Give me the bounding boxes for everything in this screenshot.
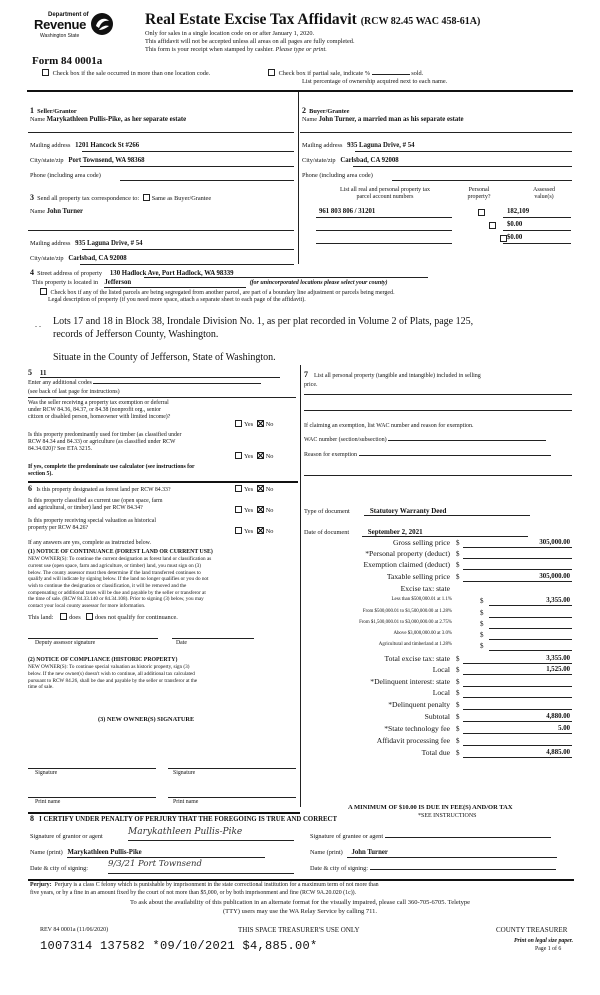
assessor-date-label: Date xyxy=(176,640,187,646)
tax-row-label: Subtotal xyxy=(424,712,450,721)
location-code-field[interactable]: 11 xyxy=(40,369,280,378)
column-divider xyxy=(298,92,299,264)
q-historic-yes[interactable] xyxy=(235,527,242,534)
wac-row: WAC number (section/subsection) xyxy=(304,437,546,444)
minimum-fee-note: A MINIMUM OF $10.00 IS DUE IN FEE(S) AND/OR TAX xyxy=(348,804,513,811)
additional-codes-field[interactable] xyxy=(93,383,261,384)
line xyxy=(80,166,294,167)
reason-line-2[interactable] xyxy=(304,475,572,476)
q-current-use-answer: Yes No xyxy=(233,506,273,514)
personal-header: Personal property? xyxy=(467,187,491,200)
line xyxy=(392,180,572,181)
grantee-date-row: Date & city of signing: xyxy=(310,865,556,872)
q-current-use: Is this property classified as current use (open space, farm and agricultural, or timber) land per RCW 84.34? xyxy=(28,498,163,512)
land-does-not-checkbox[interactable] xyxy=(86,613,93,620)
tax-row-value[interactable] xyxy=(463,701,572,710)
doc-date-field[interactable]: September 2, 2021 xyxy=(362,528,528,537)
tax-row-value[interactable] xyxy=(463,689,572,698)
treasurer-only: THIS SPACE TREASURER'S USE ONLY xyxy=(238,926,360,934)
grantee-print-row: Name (print) John Turner xyxy=(310,849,557,858)
dollar-sign: $ xyxy=(456,713,460,721)
header-note-3: This form is your receipt when stamped by cashier. Please type or print. xyxy=(145,46,327,53)
q-historic: Is this property receiving special valuation as historical property per RCW 84.26? xyxy=(28,518,156,532)
assessed-header: Assessed value(s) xyxy=(533,187,555,200)
partial-sale-check: Check box if partial sale, indicate % sold. xyxy=(266,69,423,77)
segregated-checkbox[interactable] xyxy=(40,288,47,295)
county-treasurer: COUNTY TREASURER xyxy=(496,926,568,934)
partial-sale-note: List percentage of ownership acquired next to each name. xyxy=(302,78,448,85)
personal-property-checkbox[interactable] xyxy=(478,209,485,216)
certify-heading: 8 I CERTIFY UNDER PENALTY OF PERJURY THAT THE FOREGOING IS TRUE AND CORRECT xyxy=(30,814,337,823)
grantor-print-field[interactable]: Marykathleen Pullis-Pike xyxy=(67,849,265,858)
tax-row-value[interactable]: 3,355.00 xyxy=(489,597,572,606)
partial-sale-checkbox[interactable] xyxy=(268,69,275,76)
dollar-sign: $ xyxy=(480,642,484,650)
q-forest-answer: Yes No xyxy=(233,485,273,493)
revision: REV 84 0001a (11/06/2020) xyxy=(40,927,109,933)
tax-row-label: *Personal property (deduct) xyxy=(365,549,450,558)
dollar-sign: $ xyxy=(456,725,460,733)
personal-property-label: 7 List all personal property (tangible and intangible) included in selling price. xyxy=(304,370,481,388)
line xyxy=(144,277,428,278)
land-does-checkbox[interactable] xyxy=(60,613,67,620)
seller-mail-row: Mailing address 1201 Hancock St #266 xyxy=(30,142,140,149)
correspondence-name-field[interactable]: John Turner xyxy=(46,208,84,215)
tax-row-value[interactable]: 4,880.00 xyxy=(463,713,572,722)
tax-row-value[interactable]: 4,885.00 xyxy=(463,749,572,758)
dollar-sign: $ xyxy=(456,749,460,757)
dollar-sign: $ xyxy=(456,561,460,569)
dollar-sign: $ xyxy=(456,573,460,581)
tax-row-label: From $1,500,000.01 to $3,000,000.00 at 2.75% xyxy=(359,620,452,625)
legal-bullet: . . xyxy=(35,320,41,329)
correspondence-mail-row: Mailing address 935 Laguna Drive, # 54 xyxy=(30,240,143,247)
section-5-code: 5 11 xyxy=(28,368,280,378)
tax-row-label: Taxable selling price xyxy=(386,572,450,581)
reason-field[interactable] xyxy=(359,455,551,456)
dollar-sign: $ xyxy=(480,609,484,617)
doc-date-row: Date of document September 2, 2021 xyxy=(304,528,528,537)
dollar-sign: $ xyxy=(456,701,460,709)
form-number: Form 84 0001a xyxy=(32,55,103,67)
grantee-signature-row: Signature of grantee or agent xyxy=(310,833,551,840)
accessibility-text: To ask about the availability of this publication in an alternate format for the visually impaired, please call 360-705-6705. Teletype (TTY) users may use the WA Relay Service by calling 711. xyxy=(130,899,470,915)
notice-compliance: (2) NOTICE OF COMPLIANCE (HISTORIC PROPERTY) NEW OWNER(S): To continue special valuation as historic property, sign (3) below. If the new owner(s) doesn't wish to continue, all additional tax calculated pursuant to RCW 84.26, shall be due and payable by the seller or transferor at the time of sale. xyxy=(28,657,198,691)
tax-row-label: *Delinquent interest: state xyxy=(370,677,450,686)
parcel-number-field[interactable] xyxy=(316,221,452,231)
located-row: This property is located in Jefferson (for unincorporated locations please select your county) xyxy=(32,279,388,286)
header-note-2: This affidavit will not be accepted unless all areas on all pages are fully completed. xyxy=(145,38,355,45)
tax-row-label: Local xyxy=(432,665,450,674)
line xyxy=(120,180,294,181)
line xyxy=(82,151,294,152)
page-number: Page 1 of 6 xyxy=(535,946,562,952)
tax-row-value[interactable] xyxy=(489,609,572,618)
tax-row-label: Exemption claimed (deduct) xyxy=(363,560,450,569)
tax-row-label: Agricultural and timberland at 1.28% xyxy=(378,642,452,647)
grantor-signature-row: Signature of grantor or agent xyxy=(30,833,103,840)
tax-row-value[interactable]: 5.00 xyxy=(463,725,572,734)
q-exemption-no[interactable] xyxy=(257,420,264,427)
owner-signature-line-2[interactable] xyxy=(168,768,296,769)
assessor-date-line[interactable] xyxy=(172,638,254,639)
dept-revenue: Revenue xyxy=(34,17,87,32)
dollar-sign: $ xyxy=(456,737,460,745)
dollar-sign: $ xyxy=(456,550,460,558)
q-historic-no[interactable] xyxy=(257,527,264,534)
seller-name-field[interactable]: Marykathleen Pullis-Pike, as her separate estate xyxy=(46,116,187,123)
multi-location-checkbox[interactable] xyxy=(42,69,49,76)
line xyxy=(82,249,294,250)
reason-row: Reason for exemption xyxy=(304,452,551,459)
partial-percent-field[interactable] xyxy=(372,74,410,75)
tax-row-label: Excise tax: state xyxy=(400,584,450,593)
grantee-print-field[interactable]: John Turner xyxy=(347,849,557,858)
header-note-1: Only for sales in a single location code on or after January 1, 2020. xyxy=(145,30,315,37)
correspondence-city-field[interactable]: Carlsbad, CA 92008 xyxy=(68,255,127,262)
dor-emblem-icon xyxy=(90,12,114,36)
additional-codes-row: Enter any additional codes xyxy=(28,380,261,387)
dollar-sign: $ xyxy=(456,539,460,547)
correspondence-name-row: Name John Turner xyxy=(30,208,84,215)
q-current-use-yes[interactable] xyxy=(235,506,242,513)
correspondence-mail-field[interactable]: 935 Laguna Drive, # 54 xyxy=(75,240,143,247)
segregated-check: Check box if any of the listed parcels are being segregated from another parcel, are part of a boundary line adjustment or parcels being merged. xyxy=(38,288,395,297)
line xyxy=(300,132,572,133)
wac-field[interactable] xyxy=(388,440,546,441)
q-exemption-yes[interactable] xyxy=(235,420,242,427)
legal-desc-3[interactable]: Situate in the County of Jefferson, State of Washington. xyxy=(53,352,276,363)
dor-logo xyxy=(34,12,114,46)
treasurer-stamp: 1007314 137582 *09/10/2021 $4,885.00* xyxy=(40,939,318,953)
tax-row-label: Gross selling price xyxy=(393,538,450,547)
exemption-label: If claiming an exemption, list WAC number and reason for exemption. xyxy=(304,423,474,429)
q-exemption-answer: Yes No xyxy=(233,420,273,428)
legal-label: Legal description of property (if you need more space, attach a separate sheet to each page of the affidavit). xyxy=(48,297,306,303)
line xyxy=(353,166,572,167)
tax-row-label: Total excise tax: state xyxy=(384,654,450,663)
q-forest-yes[interactable] xyxy=(235,485,242,492)
divider xyxy=(28,481,298,483)
buyer-city-field[interactable]: Carlsbad, CA 92008 xyxy=(340,157,399,164)
grantee-signature-field[interactable] xyxy=(385,837,551,838)
land-qualify-row: This land: does does not qualify for continuance. xyxy=(28,614,178,621)
tax-row-value[interactable]: 305,000.00 xyxy=(463,573,572,582)
seller-name-row: Name Marykathleen Pullis-Pike, as her separate estate xyxy=(30,116,187,123)
multi-location-check: Check box if the sale occurred in more than one location code. xyxy=(40,69,210,77)
assessed-value-field[interactable]: $0.00 xyxy=(503,234,571,244)
dept-state: Washington State xyxy=(40,33,80,39)
line xyxy=(355,151,572,152)
additional-codes-see: (see back of last page for instructions) xyxy=(28,389,120,395)
tax-row-value[interactable] xyxy=(463,737,572,746)
signature-label-2: Signature xyxy=(173,770,196,776)
owner-print-line-1[interactable] xyxy=(28,797,156,798)
dollar-sign: $ xyxy=(456,655,460,663)
q-current-use-no[interactable] xyxy=(257,506,264,513)
notice-continuance: (1) NOTICE OF CONTINUANCE (FOREST LAND OR CURRENT USE) NEW OWNER(S): To continue the current designation as forest land or classification as current use (open space, farm and agriculture, or timber) land, you must sign on (3) below. The county assessor must then determine if the land transferred continues to qualify and will indicate by signing below. If the land no longer qualifies or you do not wish to continue the designation or classification, it will be removed and the compensating or additional taxes will be due and payable by the seller or transferor at the time of sale. (RCW 84.33.140 or 84.34.108). Prior to signing (3) below, you may contact your local county assessor for more information. xyxy=(28,549,213,609)
buyer-name-field[interactable]: John Turner, a married man as his separate estate xyxy=(318,116,464,123)
line xyxy=(80,264,294,265)
same-as-buyer-checkbox[interactable] xyxy=(143,194,150,201)
doc-type-field[interactable]: Statutory Warranty Deed xyxy=(364,507,530,516)
tax-row-label: *State technology fee xyxy=(384,724,450,733)
dollar-sign: $ xyxy=(480,620,484,628)
legal-desc-2[interactable]: records of Jefferson County, Washington. xyxy=(53,329,219,340)
correspondence-city-row: City/state/zip Carlsbad, CA 92008 xyxy=(30,255,127,262)
legal-paper-note: Print on legal size paper. xyxy=(514,938,574,944)
q-timber: Is this property predominantly used for timber (as classified under RCW 84.34 and 84.33) or agriculture (as classified under RCW 84.34.020)? See ETA 3215. xyxy=(28,432,182,453)
q-timber-yes[interactable] xyxy=(235,452,242,459)
owner-print-line-2[interactable] xyxy=(168,797,296,798)
column-divider xyxy=(300,365,301,807)
doc-type-row: Type of document Statutory Warranty Deed xyxy=(304,507,530,516)
q-historic-answer: Yes No xyxy=(233,527,273,535)
tax-row-value[interactable] xyxy=(463,550,572,559)
q-exemption: Was the seller receiving a property tax exemption or deferral under RCW 84.36, 84.37, or 84.38 (nonprofit org., senior citizen or disabled person, homeowner with limited income)? xyxy=(28,400,171,421)
tax-row-label: *Delinquent penalty xyxy=(388,700,450,709)
q-instructed: If any answers are yes, complete as instructed below. xyxy=(28,540,151,546)
tax-row-value[interactable]: 3,355.00 xyxy=(463,655,572,664)
grantor-date-row: Date & city of signing: xyxy=(30,865,89,872)
personal-property-line-2[interactable] xyxy=(304,410,572,411)
perjury-text: Perjury: Perjury is a class C felony which is punishable by imprisonment in the state correctional institution for a maximum term of not more than five years, or by a fine in an amount fixed by the court of not more than $5,000, or by both imprisonment and fine (RCW 9A.20.020 (1c)). xyxy=(30,882,379,896)
assessed-value-field[interactable]: $0.00 xyxy=(503,221,571,231)
location-field[interactable]: Jefferson xyxy=(104,279,246,288)
parcel-number-field[interactable] xyxy=(316,234,452,244)
tax-row-label: Affidavit processing fee xyxy=(376,736,450,745)
buyer-phone-label: Phone (including area code) xyxy=(302,172,373,179)
buyer-mail-row: Mailing address 935 Laguna Drive, # 54 xyxy=(302,142,415,149)
seller-mail-field[interactable]: 1201 Hancock St #266 xyxy=(75,142,140,149)
tax-row-value[interactable]: 1,525.00 xyxy=(463,666,572,675)
grantee-date-field[interactable] xyxy=(370,869,556,870)
q-forest: 6 Is this property designated as forest land per RCW 84.33? xyxy=(28,484,171,493)
tax-row-value[interactable] xyxy=(463,678,572,687)
personal-property-checkbox[interactable] xyxy=(489,222,496,229)
dollar-sign: $ xyxy=(456,689,460,697)
print-name-label-2: Print name xyxy=(173,799,199,805)
dollar-sign: $ xyxy=(480,631,484,639)
dollar-sign: $ xyxy=(480,597,484,605)
buyer-name-row: Name John Turner, a married man as his separate estate xyxy=(302,116,464,123)
see-instructions: *SEE INSTRUCTIONS xyxy=(418,813,477,819)
street-row: 4 Street address of property 130 Hadlock Ave, Port Hadlock, WA 98339 xyxy=(30,268,234,277)
personal-property-line-1[interactable] xyxy=(304,394,572,395)
q-timber-answer: Yes No xyxy=(233,452,273,460)
buyer-mail-field[interactable]: 935 Laguna Drive, # 54 xyxy=(347,142,415,149)
dollar-sign: $ xyxy=(456,678,460,686)
q-timber-no[interactable] xyxy=(257,452,264,459)
line xyxy=(28,230,294,231)
form-title: Real Estate Excise Tax Affidavit (RCW 82.45 WAC 458-61A) xyxy=(145,11,481,28)
line xyxy=(28,397,296,398)
tax-row-label: Above $3,000,000.00 at 3.0% xyxy=(393,631,452,636)
tax-row-value[interactable] xyxy=(489,631,572,640)
street-address-field[interactable]: 130 Hadlock Ave, Port Hadlock, WA 98339 xyxy=(109,270,234,277)
seller-heading: 1 Seller/Grantor xyxy=(30,106,77,115)
tax-row-label: From $500,000.01 to $1,500,000.00 at 1.28% xyxy=(362,609,452,614)
assessor-signature-label: Deputy assessor signature xyxy=(35,640,96,646)
divider xyxy=(28,879,574,881)
assessed-value-field[interactable]: 182,109 xyxy=(503,208,571,218)
dollar-sign: $ xyxy=(456,666,460,674)
correspondence-heading: 3 Send all property tax correspondence to: Same as Buyer/Grantee xyxy=(30,193,212,202)
grantor-date-field[interactable]: 9/3/21 Port Townsend xyxy=(108,860,294,874)
q-calculator: If yes, complete the predominate use calculator (see instructions for section 5). xyxy=(28,464,195,478)
divider xyxy=(27,90,573,92)
grantor-print-row: Name (print) Marykathleen Pullis-Pike xyxy=(30,849,265,858)
parcel-header: List all real and personal property tax parcel account numbers xyxy=(340,187,430,200)
tax-row-value[interactable]: 305,000.00 xyxy=(463,539,572,548)
legal-desc-1[interactable]: Lots 17 and 18 in Block 38, Irondale Division No. 1, as per plat recorded in Volume 2 of Plats, page 125, xyxy=(53,316,474,327)
seller-city-row: City/state/zip Port Townsend, WA 98368 xyxy=(30,157,145,164)
tax-row-value[interactable] xyxy=(489,642,572,651)
owner-signature-line-1[interactable] xyxy=(28,768,156,769)
tax-row-label: Local xyxy=(432,688,450,697)
dept-line1: Department of xyxy=(48,12,89,18)
seller-phone-label: Phone (including area code) xyxy=(30,172,101,179)
print-name-label-1: Print name xyxy=(35,799,61,805)
tax-row-value[interactable] xyxy=(489,620,572,629)
tax-row-label: Less than $500,000.01 at 1.1% xyxy=(391,597,452,602)
assessor-signature-line[interactable] xyxy=(28,638,158,639)
buyer-heading: 2 Buyer/Grantee xyxy=(302,106,350,115)
q-forest-no[interactable] xyxy=(257,485,264,492)
new-owner-signature-title: (3) NEW OWNER(S) SIGNATURE xyxy=(98,716,195,723)
parcel-number-field[interactable]: 961 803 806 / 31201 xyxy=(316,208,452,218)
seller-city-field[interactable]: Port Townsend, WA 98368 xyxy=(68,157,145,164)
signature-label-1: Signature xyxy=(35,770,58,776)
tax-row-label: Total due xyxy=(421,748,450,757)
line xyxy=(28,132,294,133)
buyer-city-row: City/state/zip Carlsbad, CA 92008 xyxy=(302,157,399,164)
grantor-signature[interactable]: Marykathleen Pullis-Pike xyxy=(128,827,294,841)
tax-row-value[interactable] xyxy=(463,561,572,570)
